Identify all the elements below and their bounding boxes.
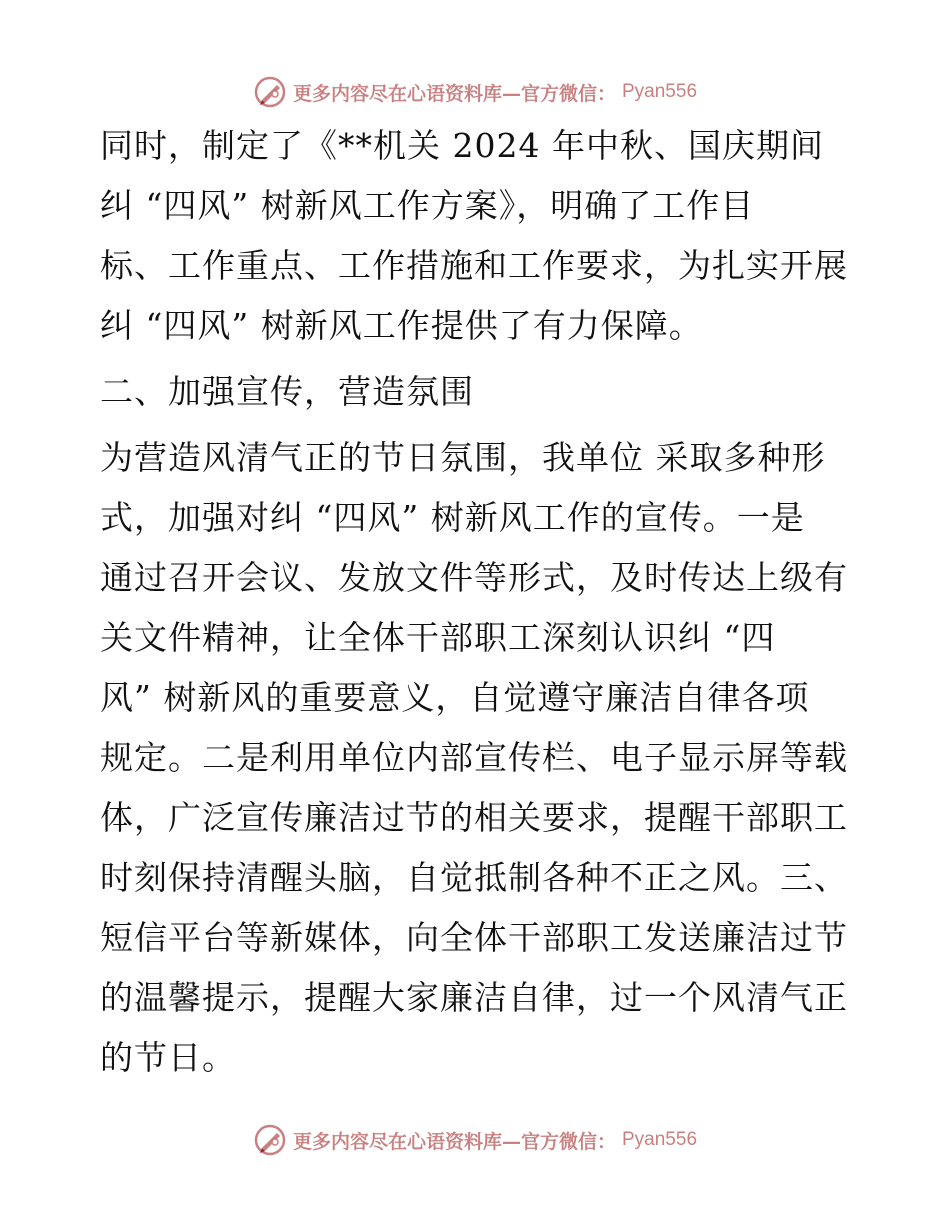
pen-logo-icon [253,1123,287,1157]
text-line: 纠 “四风” 树新风工作方案》，明确了工作目 [100,186,755,225]
watermark-footer [0,1120,950,1160]
watermark-wechat-id: Pyan556 [622,1129,698,1150]
text-line: 标、工作重点、工作措施和工作要求，为扎实开展 [100,246,848,285]
text-line: 风” 树新风的重要意义，自觉遵守廉洁自律各项 [100,678,810,717]
text-line: 的节日。 [100,1038,236,1077]
watermark-text: 更多内容尽在心语资料库—官方微信： [292,1130,616,1153]
text-line: 同时，制定了《**机关 2024 年中秋、国庆期间 [100,126,824,165]
watermark-wechat-id: Pyan556 [622,81,698,102]
text-line: 关文件精神，让全体干部职工深刻认识纠 “四 [100,618,776,657]
document-body [100,116,860,1088]
paragraph-1 [100,116,860,356]
paragraph-2 [100,428,860,1088]
text-line: 短信平台等新媒体，向全体干部职工发送廉洁过节 [100,918,848,957]
text-line: 时刻保持清醒头脑，自觉抵制各种不正之风。三、 [100,858,848,897]
text-line: 体，广泛宣传廉洁过节的相关要求，提醒干部职工 [100,798,848,837]
text-line: 规定。二是利用单位内部宣传栏、电子显示屏等载 [100,738,848,777]
text-line: 为营造风清气正的节日氛围，我单位 采取多种形 [100,438,826,477]
pen-logo-icon [253,75,287,109]
text-line: 的温馨提示，提醒大家廉洁自律，过一个风清气正 [100,978,848,1017]
text-line: 式，加强对纠 “四风” 树新风工作的宣传。一是 [100,498,805,537]
section-heading: 二、加强宣传，营造氛围 [100,372,474,411]
text-line: 纠 “四风” 树新风工作提供了有力保障。 [100,306,703,345]
watermark-header [0,72,950,112]
text-line: 通过召开会议、发放文件等形式，及时传达上级有 [100,558,848,597]
watermark-text: 更多内容尽在心语资料库—官方微信： [292,82,616,105]
